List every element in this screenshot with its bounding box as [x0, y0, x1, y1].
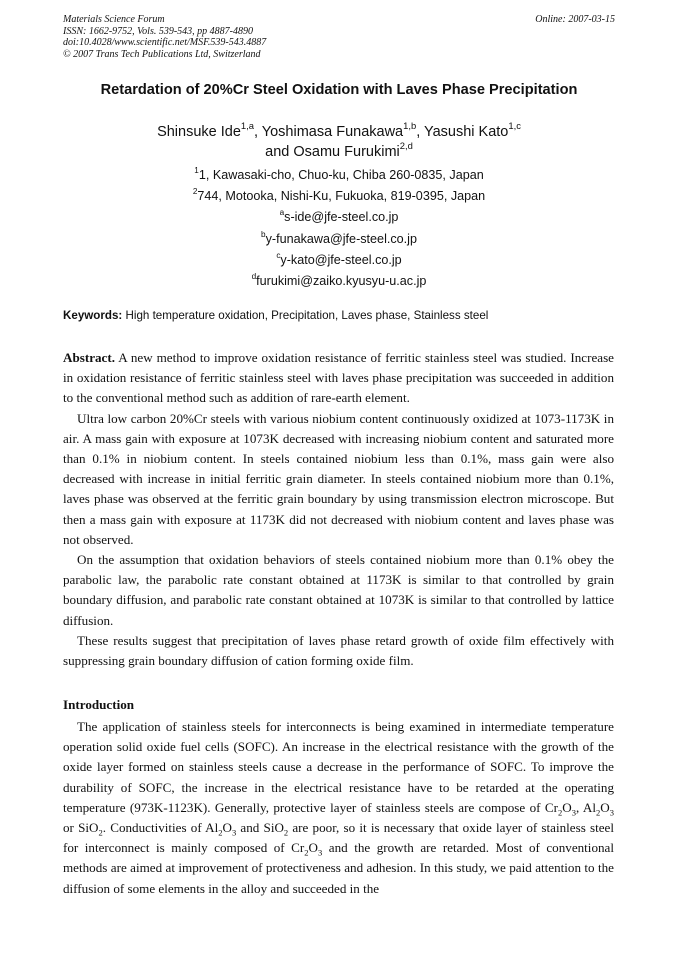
text-run: and the growth are retarded. Most of conventional methods are aimed at improvement of protectiveness and adhesion. In this study, we paid attention to the diffusion of some elements in the alloy and succeeded in the [63, 840, 614, 896]
text-run: , Al [575, 799, 597, 815]
abstract-paragraph: Ultra low carbon 20%Cr steels with various niobium content continuously oxidized at 1073-1173K in air. A mass gain with exposure at 1073K decreased with increasing niobium content and saturated more than 0.1% in niobium content. In steels contained niobium less than 0.1%, mass gain were also decreased with increase in initial ferritic grain diameter. In steels contained niobium more than 0.1%, laves phase was observed at the ferritic grain boundary by using transmission electron microscope. But then a mass gain with exposure at 1173K did not decreased with niobium content and laves phase was not observed. [63, 410, 614, 547]
author-name: Shinsuke Ide [157, 124, 241, 140]
paper-title: Retardation of 20%Cr Steel Oxidation with Laves Phase Precipitation [100, 82, 578, 98]
subscript: 2 [596, 807, 601, 818]
subscript: 3 [318, 847, 323, 858]
email-line [40, 271, 638, 292]
journal-name: Materials Science Forum [63, 14, 165, 25]
author-separator: and [265, 144, 294, 160]
author-separator: , [416, 124, 424, 140]
abstract-paragraph: On the assumption that oxidation behaviors of steels contained niobium more than 0.1% obey the parabolic law, the parabolic rate constant obtained at 1173K is similar to that controlled by grain boundary diffusion, and parabolic rate constant obtained at 1073K is similar to that controlled by lattice diffusion. [63, 552, 614, 628]
abstract-text: A new method to improve oxidation resistance of ferritic stainless steel was studied. Increase in oxidation resistance of ferritic stainless steel with laves phase precipitation was succeeded in addition to the conventional method such as addition of rare-earth element. [63, 350, 614, 406]
email-marker: d [251, 272, 257, 282]
subscript: 2 [283, 827, 289, 838]
text-run: O [562, 799, 572, 815]
introduction-paragraph [63, 717, 614, 899]
subscript: 2 [98, 827, 103, 838]
text-run: are poor, so it is necessary that oxide layer of stainless steel for interconnect is mainly composed of Cr [63, 820, 614, 856]
email-marker: a [279, 208, 285, 218]
subscript: 3 [231, 827, 237, 838]
author-list [40, 122, 638, 162]
email-text: s-ide@jfe-steel.co.jp [284, 210, 399, 225]
keywords-label: Keywords: [63, 309, 123, 322]
affiliation-marker: 2 [192, 187, 198, 197]
subscript: 3 [571, 807, 576, 818]
copyright-line: © 2007 Trans Tech Publications Ltd, Switzerland [63, 48, 261, 60]
text-run: O [308, 840, 318, 856]
abstract-label: Abstract. [63, 350, 115, 365]
email-text: furukimi@zaiko.kyusyu-u.ac.jp [256, 274, 427, 289]
text-run: O [222, 820, 232, 836]
abstract [63, 348, 614, 671]
email-marker: b [261, 229, 266, 239]
text-run: The application of stainless steels for interconnects is being examined in intermediate temperature operation solid oxide fuel cells (SOFC). An increase in the electrical resistance with the growth of the oxide layer formed on stainless steels cause a decrease in the performance of SOFC. To improve the durability of SOFC, the increase in the electrical resistance have to be retarded at the operating temperature (973K-1123K). Generally, protective layer of stainless steels are compose of Cr [63, 719, 614, 815]
email-line [40, 250, 638, 271]
affiliation-text: 1, Kawasaki-cho, Chuo-ku, Chiba 260-0835, Japan [198, 168, 484, 182]
text-run: O [600, 799, 610, 815]
author-superscript: 2,d [399, 140, 413, 152]
author-superscript: 1,a [240, 120, 254, 132]
journal-header [63, 14, 615, 60]
email-text: y-kato@jfe-steel.co.jp [280, 252, 402, 267]
keywords [63, 309, 623, 322]
email-line [40, 207, 638, 228]
abstract-paragraph [63, 348, 614, 409]
text-run: . Conductivities of Al [102, 820, 219, 836]
keywords-text: High temperature oxidation, Precipitation, Laves phase, Stainless steel [125, 309, 489, 322]
subscript: 2 [304, 847, 309, 858]
affiliation-line [40, 186, 638, 207]
subscript: 2 [218, 827, 223, 838]
email-marker: c [276, 250, 281, 260]
subscript: 2 [558, 807, 563, 818]
email-text: y-funakawa@jfe-steel.co.jp [265, 231, 417, 246]
affiliation-list [40, 165, 638, 292]
affiliation-text: 744, Motooka, Nishi-Ku, Fukuoka, 819-0395, Japan [197, 189, 486, 204]
online-date: Online: 2007-03-15 [535, 14, 615, 25]
affiliation-marker: 1 [194, 166, 199, 175]
author-name: Yasushi Kato [423, 124, 509, 140]
text-run: or SiO [63, 820, 99, 836]
affiliation-line [40, 165, 638, 186]
author-name: Osamu Furukimi [293, 144, 400, 160]
author-superscript: 1,c [508, 120, 521, 132]
abstract-paragraph: These results suggest that precipitation of laves phase retard growth of oxide film effectively with suppressing grain boundary diffusion of cation forming oxide film. [63, 632, 614, 669]
introduction-section [63, 717, 614, 899]
author-name: Yoshimasa Funakawa [261, 124, 404, 140]
section-heading: Introduction [63, 697, 135, 712]
subscript: 3 [609, 807, 614, 818]
author-superscript: 1,b [403, 120, 417, 132]
text-run: and SiO [236, 820, 284, 836]
issn-line: ISSN: 1662-9752, Vols. 539-543, pp 4887-4890 [63, 25, 253, 37]
author-separator: , [253, 124, 262, 140]
email-line [40, 229, 638, 250]
doi-line: doi:10.4028/www.scientific.net/MSF.539-543.4887 [63, 37, 267, 48]
